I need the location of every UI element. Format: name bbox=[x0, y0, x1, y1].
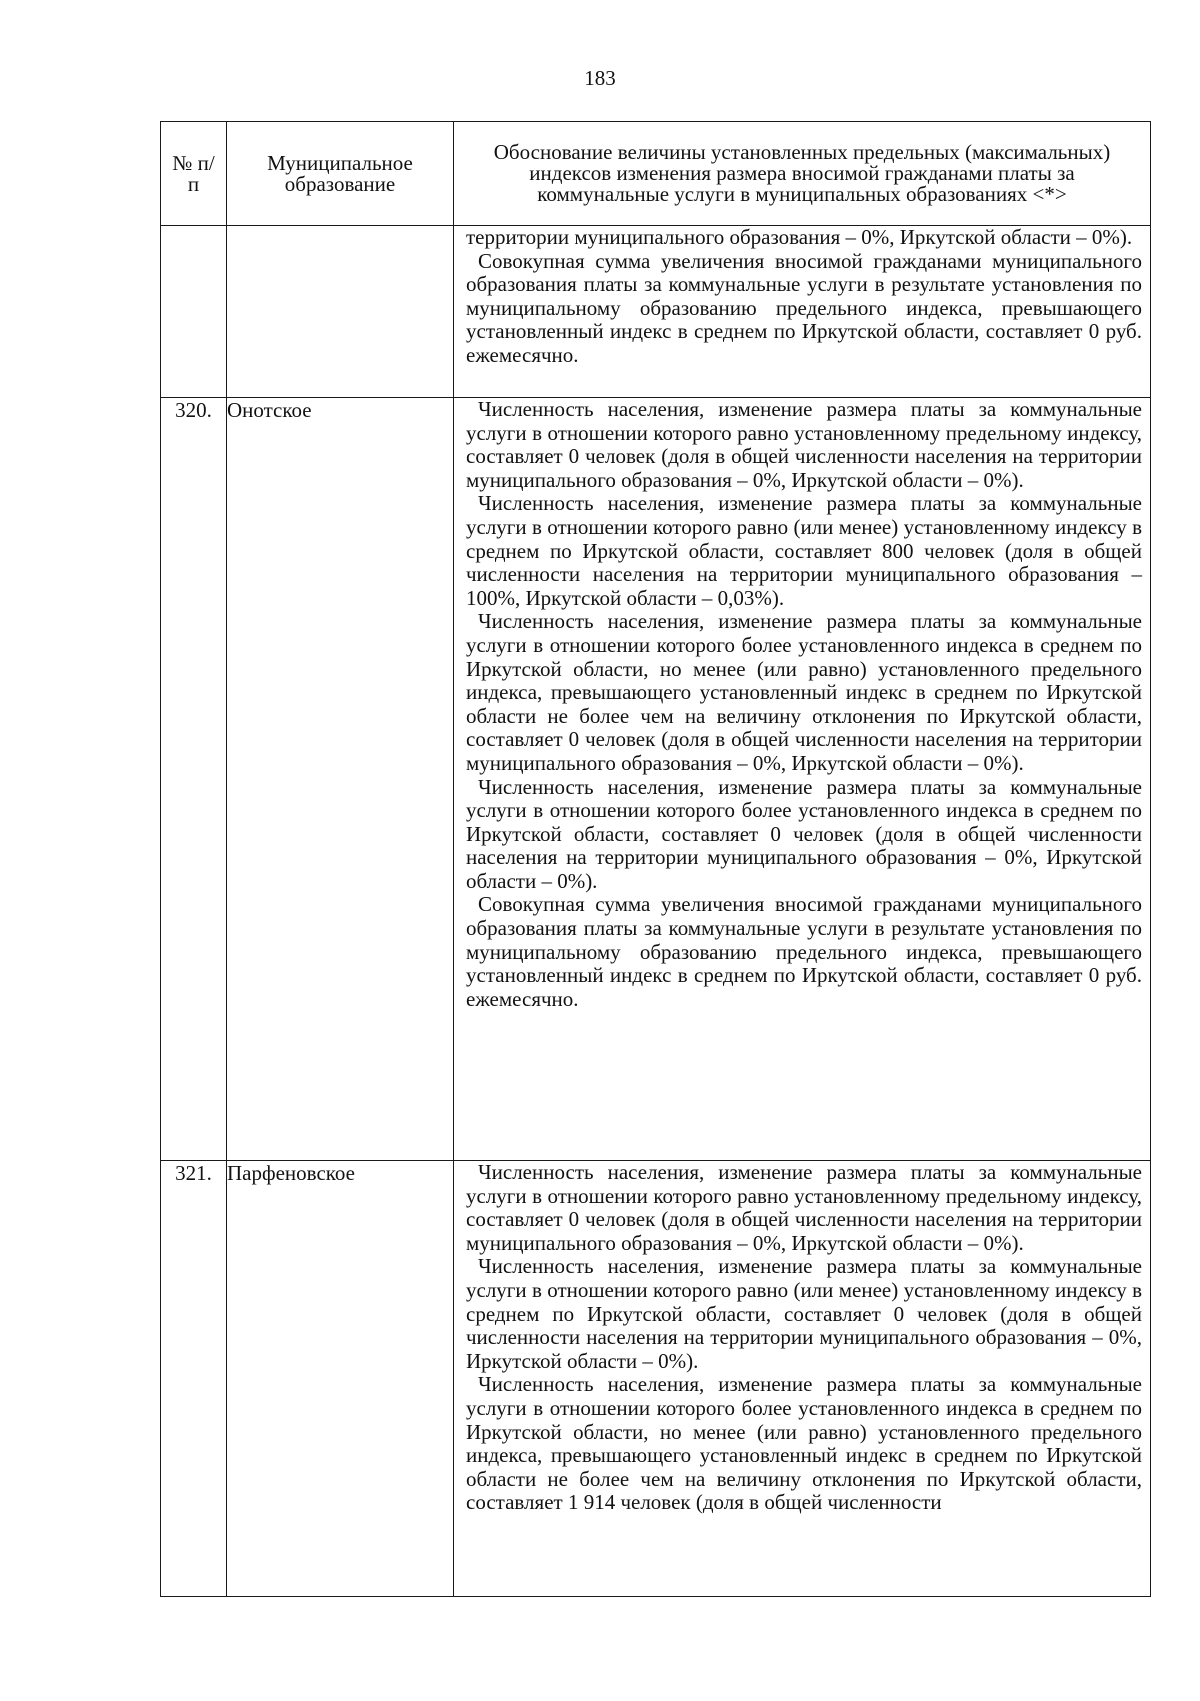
municipal-index-table bbox=[160, 121, 1151, 1597]
justification-paragraph: Численность населения, изменение размера платы за коммунальные услуги в отношении которого равно (или менее) установленному индексу в среднем по Иркутской области, составляет 800 человек (доля в общей численности населения на территории муниципального образования – 100%, Иркутской области – 0,03%). bbox=[466, 491, 1142, 610]
header-justification: Обоснование величины установленных предельных (максимальных) индексов изменения размера вносимой гражданами платы за коммунальные услуги в муниципальных образованиях <*> bbox=[454, 122, 1151, 226]
justification-paragraph: Численность населения, изменение размера платы за коммунальные услуги в отношении которого равно установленному предельному индексу, составляет 0 человек (доля в общей численности населения на территории муниципального образования – 0%, Иркутской области – 0%). bbox=[466, 397, 1142, 492]
table-row bbox=[161, 226, 1151, 398]
justification-paragraph: территории муниципального образования – 0%, Иркутской области – 0%). bbox=[466, 225, 1133, 249]
header-municipality: Муниципальное образование bbox=[227, 122, 454, 226]
row-municipality bbox=[227, 226, 454, 398]
justification-paragraph: Совокупная сумма увеличения вносимой гражданами муниципального образования платы за коммунальные услуги в результате установления по муниципальному образованию предельного индекса, превышающего установленный индекс в среднем по Иркутской области, составляет 0 руб. ежемесячно. bbox=[466, 892, 1142, 1011]
justification-paragraph: Численность населения, изменение размера платы за коммунальные услуги в отношении которого более установленного индекса в среднем по Иркутской области, составляет 0 человек (доля в общей численности населения на территории муниципального образования – 0%, Иркутской области – 0%). bbox=[466, 774, 1142, 893]
justification-paragraph: Численность населения, изменение размера платы за коммунальные услуги в отношении которого равно установленному предельному индексу, составляет 0 человек (доля в общей численности населения на территории муниципального образования – 0%, Иркутской области – 0%). bbox=[466, 1160, 1142, 1255]
justification-paragraph: Численность населения, изменение размера платы за коммунальные услуги в отношении которого более установленного индекса в среднем по Иркутской области, но менее (или равно) установленного предельного индекса, превышающего установленный индекс в среднем по Иркутской области не более чем на величину отклонения по Иркутской области, составляет 0 человек (доля в общей численности населения на территории муниципального образования – 0%, Иркутской области – 0%). bbox=[466, 609, 1142, 775]
row-justification bbox=[454, 398, 1151, 1161]
table-row bbox=[161, 1161, 1151, 1597]
header-num: № п/п bbox=[161, 122, 227, 226]
table-header-row bbox=[161, 122, 1151, 226]
page-number: 183 bbox=[584, 66, 616, 90]
row-municipality: Онотское bbox=[227, 398, 454, 1161]
justification-paragraph: Численность населения, изменение размера платы за коммунальные услуги в отношении которого более установленного индекса в среднем по Иркутской области, но менее (или равно) установленного предельного индекса, превышающего установленный индекс в среднем по Иркутской области не более чем на величину отклонения по Иркутской области, составляет 1 914 человек (доля в общей численности bbox=[466, 1372, 1142, 1515]
row-justification bbox=[454, 226, 1151, 398]
row-municipality: Парфеновское bbox=[227, 1161, 454, 1597]
row-num: 321. bbox=[161, 1161, 227, 1597]
justification-paragraph: Численность населения, изменение размера платы за коммунальные услуги в отношении которого равно (или менее) установленному индексу в среднем по Иркутской области, составляет 0 человек (доля в общей численности населения на территории муниципального образования – 0%, Иркутской области – 0%). bbox=[466, 1254, 1142, 1373]
row-num bbox=[161, 226, 227, 398]
row-num: 320. bbox=[161, 398, 227, 1161]
row-justification bbox=[454, 1161, 1151, 1597]
table-row bbox=[161, 398, 1151, 1161]
justification-paragraph: Совокупная сумма увеличения вносимой гражданами муниципального образования платы за коммунальные услуги в результате установления по муниципальному образованию предельного индекса, превышающего установленный индекс в среднем по Иркутской области, составляет 0 руб. ежемесячно. bbox=[466, 248, 1142, 367]
